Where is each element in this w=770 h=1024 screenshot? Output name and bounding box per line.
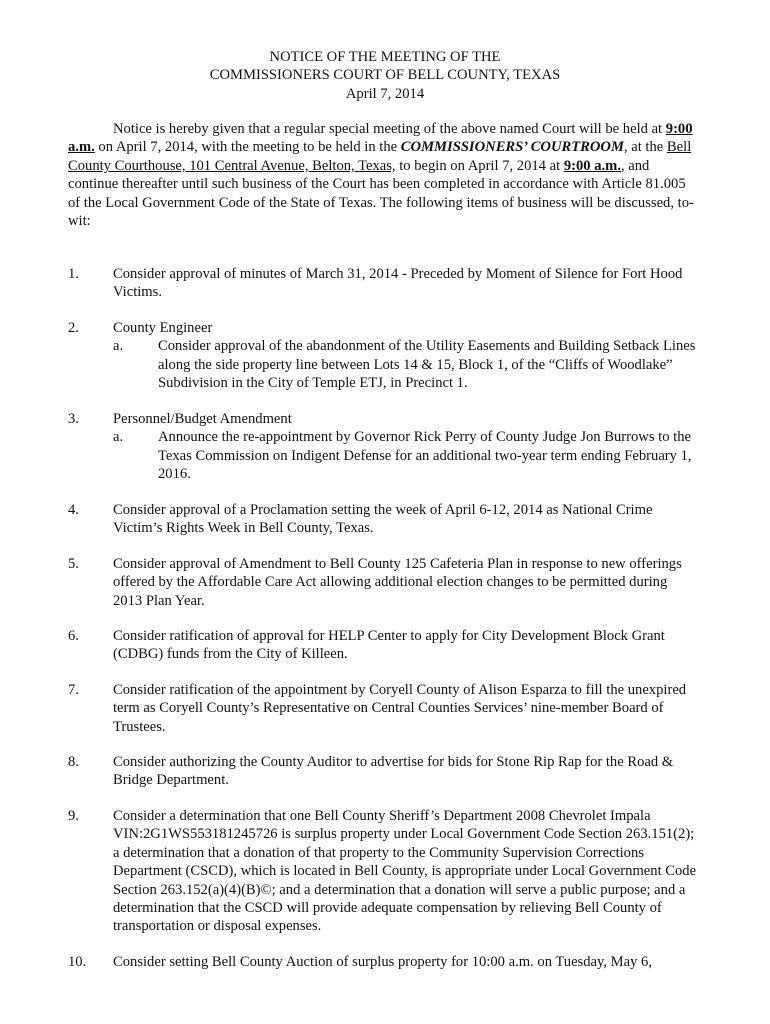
item-number: 1.: [68, 266, 79, 282]
agenda-item: [68, 753, 698, 790]
item-text: Consider approval of a Proclamation setting the week of April 6-12, 2014 as National Crime Victim’s Rights Week in Bell County, Texas.: [113, 502, 653, 537]
item-number: 10.: [68, 954, 87, 970]
item-text: Consider ratification of the appointment by Coryell County of Alison Esparza to fill the unexpired term as Coryell County’s Representative on Central Counties Services’ nine-member Board of Trustees.: [113, 682, 687, 735]
header-title-line-2: COMMISSIONERS COURT OF BELL COUNTY, TEXAS: [209, 67, 561, 84]
meeting-location: Bell County Courthouse, 101 Central Avenue, Belton, Texas,: [68, 139, 692, 174]
subitem-text: Announce the re-appointment by Governor Rick Perry of County Judge Jon Burrows to the Texas Commission on Indigent Defense for an additional two-year term ending February 1, 2016.: [158, 429, 692, 483]
item-number: 6.: [68, 628, 79, 644]
agenda-item: [68, 501, 698, 538]
item-number: 7.: [68, 682, 79, 698]
header-date: April 7, 2014: [345, 85, 425, 102]
intro-text: , at the: [623, 139, 667, 156]
intro-text: , and continue thereafter until such business of the Court has been completed in accordance with Article 81.005 of the Local Government Code of the State of Texas. The following items of business will be discussed, to-wit:: [68, 157, 694, 230]
item-number: 4.: [68, 502, 79, 518]
item-number: 2.: [68, 320, 79, 336]
agenda-item: [68, 627, 698, 664]
agenda-subitem: [113, 337, 698, 392]
meeting-start-time: 9:00 a.m.: [563, 157, 621, 174]
item-number: 8.: [68, 754, 79, 770]
subitem-text: Consider approval of the abandonment of the Utility Easements and Building Setback Lines along the side property line between Lots 14 & 15, Block 1, of the “Cliffs of Woodlake” Subdivision in the City of Temple ETJ, in Precinct 1.: [158, 338, 696, 392]
intro-text: on April 7, 2014, with the meeting to be held in the: [94, 139, 401, 156]
intro-text: to begin on April 7, 2014 at: [395, 157, 564, 174]
agenda-item: [68, 681, 698, 736]
meeting-room: COMMISSIONERS’ COURTROOM: [400, 139, 624, 156]
item-text: Consider a determination that one Bell County Sheriff’s Department 2008 Chevrolet Impala VIN:2G1WS553181245726 is surplus property under Local Government Code Section 263.151(2); a determination that a donation of that property to the Community Supervision Corrections Department (CSCD), which is located in Bell County, is appropriate under Local Government Code Section 263.152(a)(4)(B)©; and a determination that a donation will serve a public purpose; and a determination that the CSCD will provide adequate compensation by relieving Bell County of transportation or disposal expenses.: [113, 808, 697, 935]
agenda-item: [68, 410, 698, 484]
item-text: Consider authorizing the County Auditor to advertise for bids for Stone Rip Rap for the Road & Bridge Department.: [113, 754, 674, 789]
agenda-item: [68, 807, 698, 936]
agenda-item: [68, 555, 698, 610]
subitem-letter: a.: [113, 429, 124, 446]
item-number: 3.: [68, 411, 79, 427]
intro-text: Notice is hereby given that a regular special meeting of the above named Court will be held at: [113, 121, 666, 137]
item-text: Consider ratification of approval for HELP Center to apply for City Development Block Grant (CDBG) funds from the City of Killeen.: [113, 628, 665, 663]
agenda-subitem: [113, 428, 698, 483]
meeting-time: 9:00 a.m.: [68, 121, 693, 156]
intro-paragraph: [68, 120, 698, 230]
item-text: Consider approval of minutes of March 31, 2014 - Preceded by Moment of Silence for Fort Hood Victims.: [113, 266, 683, 301]
agenda-item: [68, 953, 698, 971]
item-text: County Engineer: [113, 320, 213, 336]
item-number: 5.: [68, 556, 79, 572]
notice-header: [0, 48, 770, 103]
subitem-letter: a.: [113, 338, 124, 355]
item-text: Personnel/Budget Amendment: [113, 411, 292, 427]
item-text: Consider setting Bell County Auction of surplus property for 10:00 a.m. on Tuesday, May 6,: [113, 954, 652, 970]
item-number: 9.: [68, 808, 79, 824]
agenda-item: [68, 319, 698, 393]
agenda-item: [68, 265, 698, 302]
header-title-line-1: NOTICE OF THE MEETING OF THE: [269, 49, 501, 65]
item-text: Consider approval of Amendment to Bell County 125 Cafeteria Plan in response to new offerings offered by the Affordable Care Act allowing additional election changes to be permitted during 2013 Plan Year.: [113, 556, 682, 609]
